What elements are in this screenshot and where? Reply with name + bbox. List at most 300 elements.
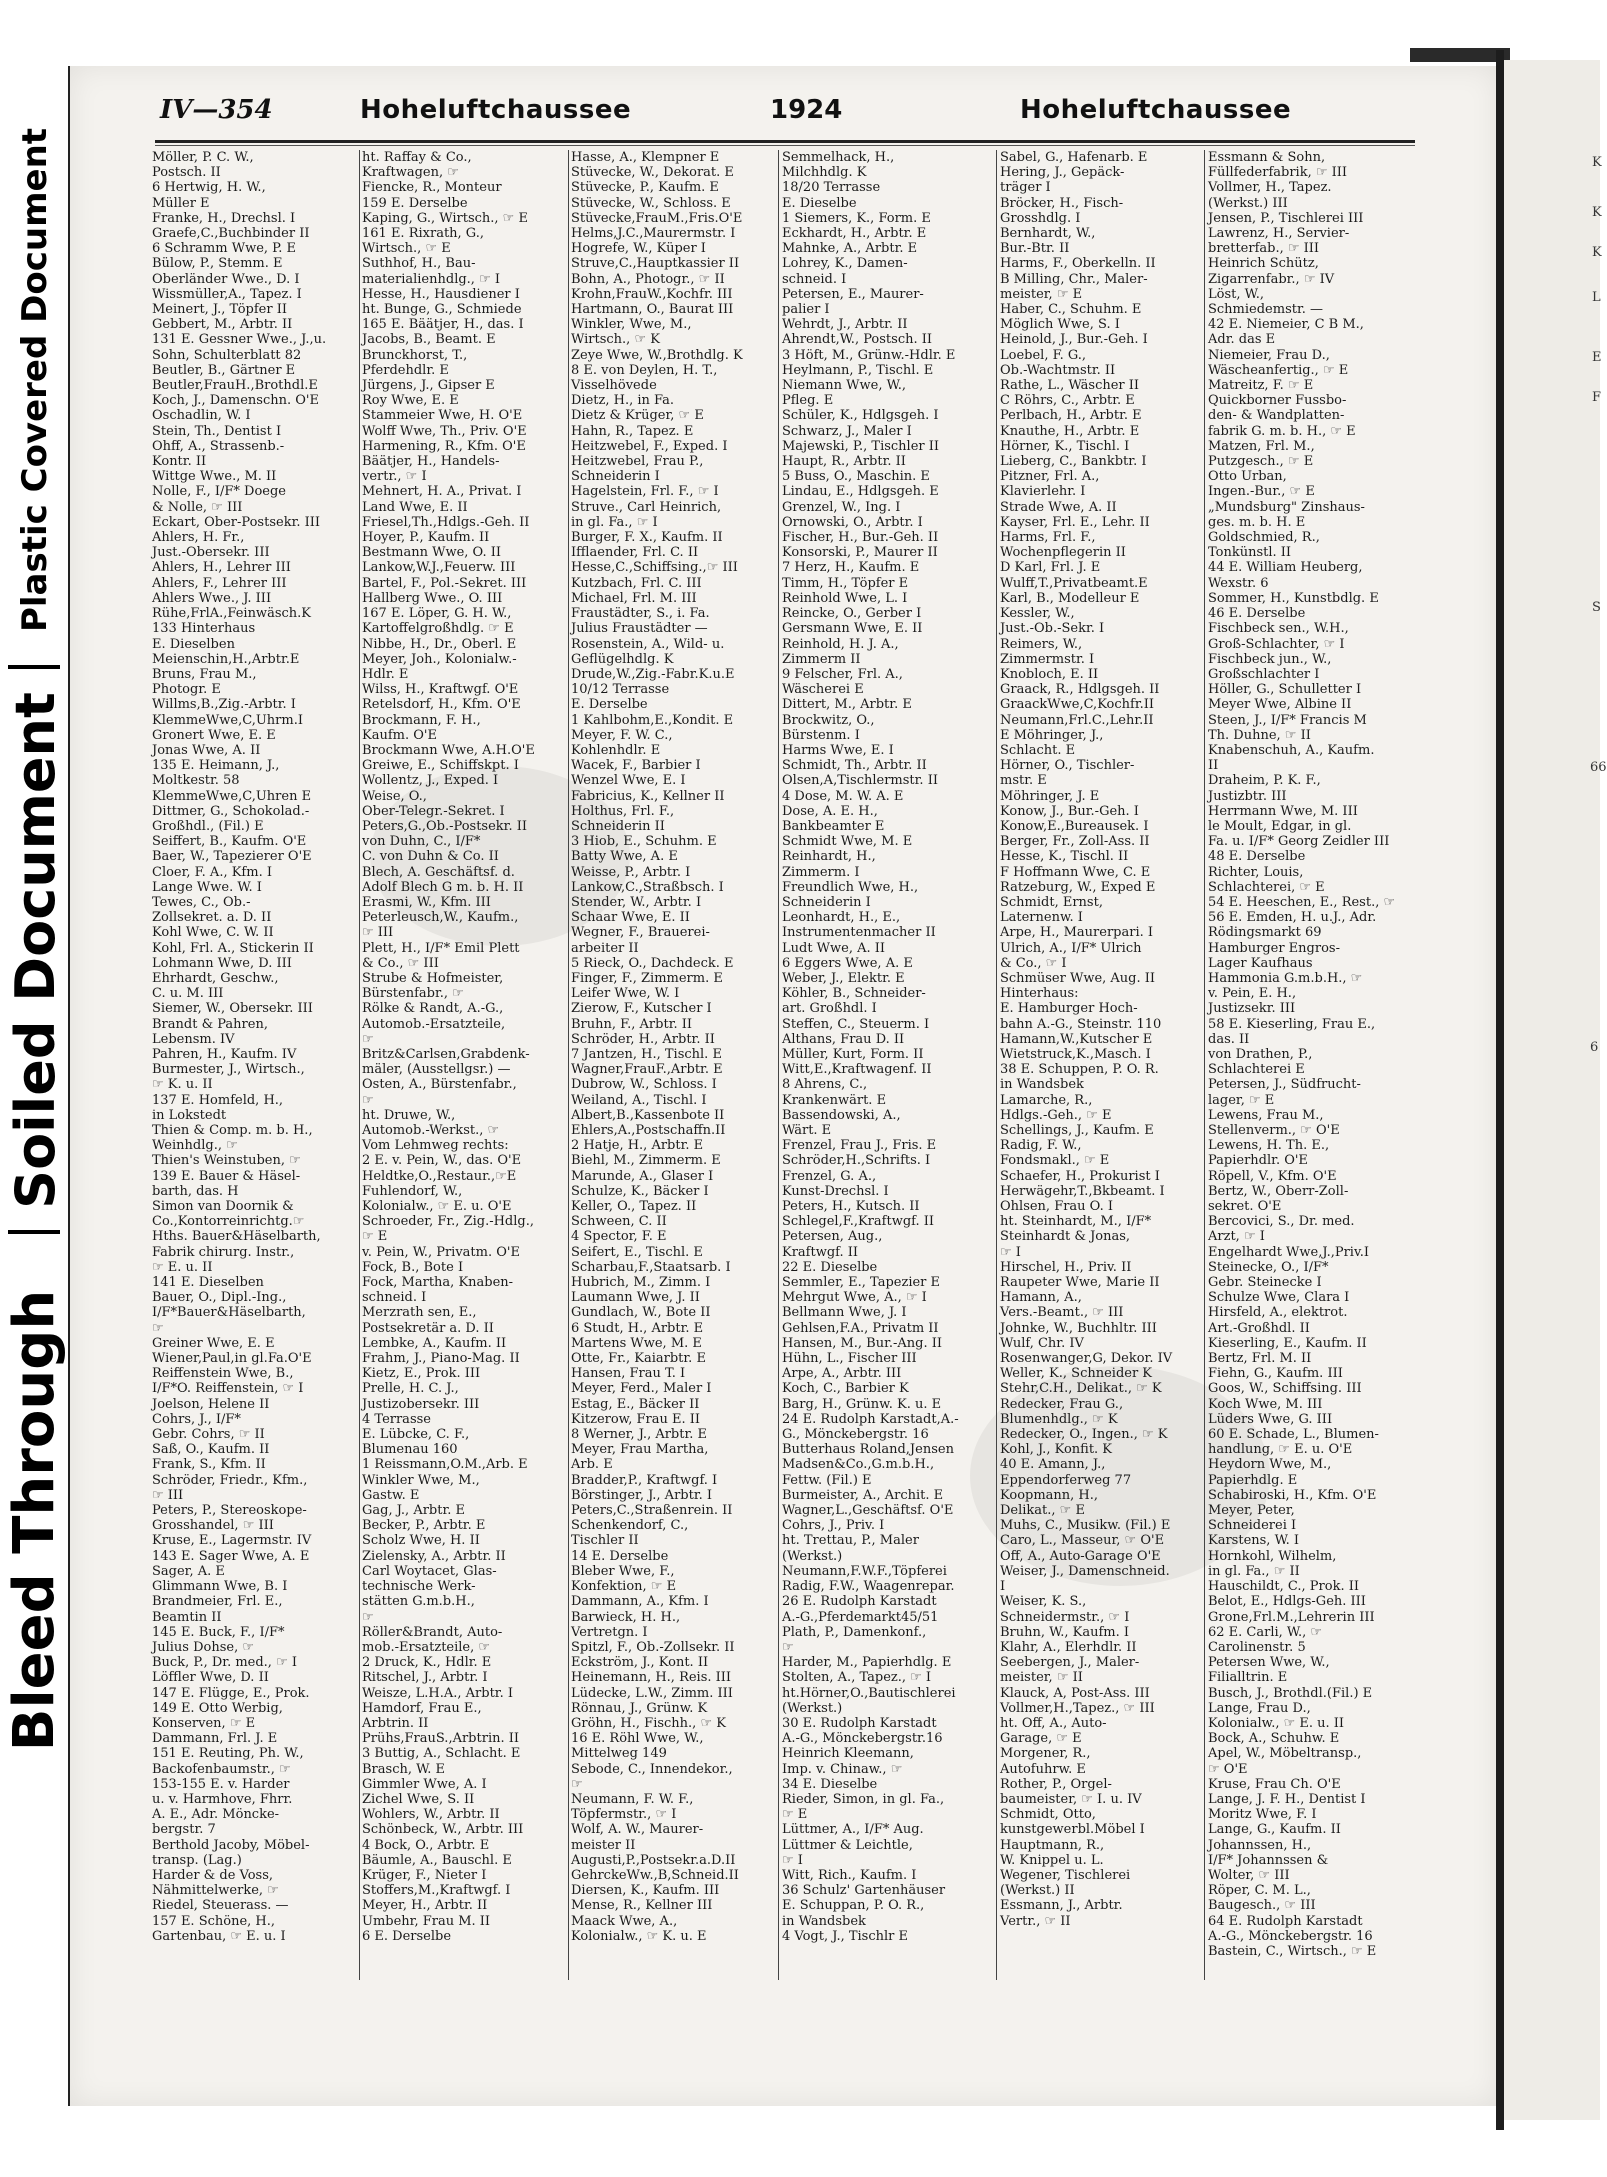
- directory-entry-line: Kieserling, E., Kaufm. II: [1208, 1335, 1367, 1351]
- directory-entry-line: Hauptmann, R.,: [1000, 1837, 1105, 1853]
- directory-entry-line: GraackWwe,C,Kochfr.II: [1000, 697, 1155, 713]
- directory-entry-line: Batty Wwe, A. E: [571, 849, 678, 865]
- directory-entry-line: Wagner,FrauF.,Arbtr. E: [571, 1062, 723, 1078]
- directory-entry-line: Justizbtr. III: [1208, 788, 1287, 804]
- directory-entry-line: Bröcker, H., Fisch-: [1000, 195, 1124, 211]
- directory-entry-line: Bernhardt, W.,: [1000, 226, 1096, 242]
- adjacent-fragment: S: [1592, 600, 1601, 615]
- directory-entry-line: Semmler, E., Tapezier E: [782, 1275, 941, 1291]
- directory-entry-line: Füllfederfabrik, ☞ III: [1208, 165, 1348, 181]
- directory-entry-line: Bohn, A., Photogr., ☞ II: [571, 271, 725, 287]
- plastic-covered-label: Plastic Covered Document: [15, 127, 56, 633]
- directory-entry-line: G., Mönckebergstr. 16: [782, 1427, 929, 1443]
- directory-entry-line: Heinrich Schütz,: [1208, 256, 1319, 272]
- directory-entry-line: Klauck, A, Post-Ass. III: [1000, 1685, 1150, 1701]
- directory-entry-line: Knabenschuh, A., Kaufm.: [1208, 742, 1375, 758]
- directory-entry-line: Eckström, J., Kont. II: [571, 1655, 709, 1671]
- directory-entry-line: 56 E. Emden, H. u.J., Adr.: [1208, 910, 1377, 926]
- directory-entry-line: Quickborner Fussbo-: [1208, 393, 1347, 409]
- directory-entry-line: Delikat., ☞ E: [1000, 1503, 1085, 1519]
- directory-entry-line: Glimmann Wwe, B. I: [152, 1579, 288, 1595]
- directory-entry-line: Arbtrin. II: [362, 1715, 429, 1731]
- directory-entry-line: Töpfermstr., ☞ I: [571, 1807, 677, 1823]
- directory-entry-line: in Lokstedt: [152, 1107, 227, 1123]
- book-binding: [1496, 50, 1504, 2130]
- directory-entry-line: Konow, J., Bur.-Geh. I: [1000, 803, 1139, 819]
- directory-entry-line: Brasch, W. E: [362, 1761, 445, 1777]
- directory-entry-line: Niemann Wwe, W.,: [782, 378, 906, 394]
- directory-entry-line: Zeye Wwe, W.,Brothdlg. K: [571, 347, 743, 363]
- directory-entry-line: Reinhardt, H.,: [782, 849, 876, 865]
- directory-entry-line: 4 Bock, O., Arbtr. E: [362, 1837, 490, 1853]
- directory-entry-line: Schaar Wwe, E. II: [571, 910, 690, 926]
- directory-entry-line: Hauschildt, C., Prok. II: [1208, 1579, 1359, 1595]
- directory-entry-line: 10/12 Terrasse: [571, 682, 670, 698]
- directory-entry-line: 36 Schulz' Gartenhäuser: [782, 1883, 946, 1899]
- directory-entry-line: Pitzner, Frl. A.,: [1000, 469, 1100, 485]
- directory-entry-line: Bäätjer, H., Handels-: [362, 454, 500, 470]
- directory-entry-line: Bankbeamter E: [782, 818, 885, 834]
- directory-entry-line: Justizsekr. III: [1208, 1001, 1296, 1017]
- directory-entry-line: Petersen, Aug.,: [782, 1229, 883, 1245]
- directory-entry-line: Dietz & Krüger, ☞ E: [571, 408, 704, 424]
- directory-entry-line: Hasse, A., Klempner E: [571, 150, 720, 165]
- directory-entry-line: Fettw. (Fil.) E: [782, 1472, 872, 1488]
- directory-entry-line: Großhdl., (Fil.) E: [152, 818, 264, 834]
- directory-entry-line: 6 E. Derselbe: [362, 1928, 452, 1944]
- directory-entry-line: Rother, P., Orgel-: [1000, 1776, 1112, 1792]
- directory-entry-line: Mahnke, A., Arbtr. E: [782, 241, 918, 257]
- directory-entry-line: Möhringer, J. E: [1000, 788, 1100, 804]
- directory-entry-line: Meyer, H., Arbtr. II: [362, 1898, 488, 1914]
- directory-entry-line: Beutler, B., Gärtner E: [152, 362, 296, 378]
- directory-entry-line: Löffler Wwe, D. II: [152, 1670, 269, 1686]
- directory-entry-line: Schlachterei, ☞ E: [1208, 879, 1325, 895]
- directory-entry-line: Marunde, A., Glaser I: [571, 1168, 714, 1184]
- directory-entry-line: Heitzwebel, F., Exped. I: [571, 438, 728, 454]
- adjacent-page-edge: [1504, 60, 1607, 2120]
- directory-entry-line: Wittge Wwe., M. II: [152, 469, 277, 485]
- directory-entry-line: Gebr. Steinecke I: [1208, 1275, 1322, 1291]
- directory-entry-line: schneid. I: [362, 1290, 427, 1306]
- directory-entry-line: Matzen, Frl. M.,: [1208, 438, 1315, 454]
- page-number: IV—354: [160, 95, 273, 125]
- directory-entry-line: Koch, J., Damenschn. O'E: [152, 393, 319, 409]
- directory-entry-line: Kohl, J., Konfit. K: [1000, 1442, 1113, 1458]
- directory-entry-line: lager, ☞ E: [1208, 1092, 1275, 1108]
- directory-entry-line: Rönnau, J., Grünw. K: [571, 1700, 708, 1716]
- directory-entry-line: Kolonialw., ☞ E. u. O'E: [362, 1199, 512, 1215]
- directory-entry-line: Dittert, M., Arbtr. E: [782, 697, 912, 713]
- directory-entry-line: Co.,Kontorreinrichtg.☞: [152, 1214, 305, 1230]
- directory-entry-line: sekret. O'E: [1208, 1199, 1282, 1215]
- directory-entry-line: Lawrenz, H., Servier-: [1208, 226, 1350, 242]
- directory-entry-line: Schröder,H.,Schrifts. I: [782, 1153, 931, 1169]
- directory-entry-line: 3 Hiob, E., Schuhm. E: [571, 834, 717, 850]
- directory-entry-line: Gartenbau, ☞ E. u. I: [152, 1928, 286, 1944]
- directory-entry-line: Hirschel, H., Priv. II: [1000, 1259, 1132, 1275]
- directory-entry-line: 9 Felscher, Frl. A.,: [782, 666, 903, 682]
- directory-entry-line: Riedel, Steuerass. —: [152, 1898, 289, 1914]
- directory-entry-line: 54 E. Heeschen, E., Rest., ☞: [1208, 894, 1396, 910]
- directory-entry-line: Lankow,W.J.,Feuerw. III: [362, 560, 516, 576]
- directory-entry-line: Loebel, F. G.,: [1000, 347, 1087, 363]
- directory-entry-line: Helms,J.C.,Maurermstr. I: [571, 226, 736, 242]
- directory-entry-line: Moltkestr. 58: [152, 773, 240, 789]
- running-title-right: Hoheluftchaussee: [1020, 95, 1292, 125]
- directory-entry-line: Saß, O., Kaufm. II: [152, 1442, 270, 1458]
- directory-entry-line: Schneiderin II: [571, 818, 665, 834]
- directory-entry-line: Fabricius, K., Kellner II: [571, 788, 725, 804]
- directory-entry-line: Brockmann, F. H.,: [362, 712, 481, 728]
- directory-entry-line: Eppendorferweg 77: [1000, 1472, 1132, 1488]
- directory-entry-line: Fischbeck sen., W.H.,: [1208, 621, 1349, 637]
- directory-entry-line: Erasmi, W., Kfm. III: [362, 894, 491, 910]
- directory-entry-line: Ohff, A., Strassenb.-: [152, 438, 285, 454]
- directory-entry-line: Peters,C.,Straßenrein. II: [571, 1503, 733, 1519]
- directory-entry-line: Stolten, A., Tapez., ☞ I: [782, 1670, 932, 1686]
- directory-entry-line: Schween, C. II: [571, 1214, 667, 1230]
- directory-entry-line: Beutler,FrauH.,Brothdl.E: [152, 378, 318, 394]
- directory-entry-line: Lüdecke, L.W., Zimm. III: [571, 1685, 733, 1701]
- directory-entry-line: Weisse, P., Arbtr. I: [571, 864, 691, 880]
- directory-entry-line: stätten G.m.b.H.,: [362, 1594, 475, 1610]
- directory-entry-line: 145 E. Buck, F., I/F*: [152, 1624, 285, 1640]
- directory-entry-line: Althans, Frau D. II: [782, 1031, 905, 1047]
- column-6: [1208, 150, 1413, 1980]
- directory-entry-line: Bülow, P., Stemm. E: [152, 256, 283, 272]
- label-separator: [8, 665, 60, 669]
- directory-entry-line: Merzrath sen, E.,: [362, 1305, 477, 1321]
- directory-entry-line: 139 E. Bauer & Häsel-: [152, 1168, 301, 1184]
- directory-entry-line: Art.-Großhdl. II: [1208, 1320, 1310, 1336]
- directory-entry-line: Leonhardt, H., E.,: [782, 910, 901, 926]
- directory-entry-line: Hdlgs.-Geh., ☞ E: [1000, 1107, 1112, 1123]
- directory-entry-line: 3 Höft, M., Grünw.-Hdlr. E: [782, 347, 956, 363]
- directory-entry-line: Seifert, E., Tischl. E: [571, 1244, 703, 1260]
- directory-entry-line: Reimers, W.,: [1000, 636, 1083, 652]
- directory-entry-line: Weinhdlg., ☞: [152, 1138, 238, 1154]
- directory-entry-line: Oberländer Wwe., D. I: [152, 271, 300, 287]
- directory-entry-line: Müller E: [152, 195, 210, 211]
- directory-entry-line: transp. (Lag.): [152, 1852, 242, 1868]
- directory-entry-line: Bruhn, F., Arbtr. II: [571, 1016, 693, 1032]
- directory-entry-line: Ulrich, A., I/F* Ulrich: [1000, 940, 1142, 956]
- directory-entry-line: Wolter, ☞ III: [1208, 1867, 1290, 1883]
- directory-entry-line: Jonas Wwe, A. II: [152, 742, 261, 758]
- directory-entry-line: ht. Druwe, W.,: [362, 1107, 456, 1123]
- directory-entry-line: 165 E. Bäätjer, H., das. I: [362, 317, 524, 333]
- directory-entry-line: Bock, A., Schuhw. E: [1208, 1731, 1340, 1747]
- directory-entry-line: Schmidt, Th., Arbtr. II: [782, 758, 927, 774]
- directory-entry-line: Radig, F.W., Waagenrepar.: [782, 1579, 955, 1595]
- directory-entry-line: „Mundsburg" Zinshaus-: [1208, 499, 1365, 515]
- directory-entry-line: Becker, P., Arbtr. E: [362, 1518, 486, 1534]
- directory-entry-line: 46 E. Derselbe: [1208, 606, 1306, 622]
- running-title-left: Hoheluftchaussee: [360, 95, 632, 125]
- directory-entry-line: Schabiroski, H., Kfm. O'E: [1208, 1487, 1377, 1503]
- directory-entry-line: Automob.-Werkst., ☞: [362, 1123, 500, 1138]
- directory-entry-line: Rödingsmarkt 69: [1208, 925, 1322, 941]
- directory-entry-line: Grosshdlg. I: [1000, 210, 1081, 226]
- directory-entry-line: Baugesch., ☞ III: [1208, 1898, 1316, 1914]
- directory-entry-line: Garage, ☞ E: [1000, 1731, 1082, 1747]
- directory-entry-line: 64 E. Rudolph Karstadt: [1208, 1913, 1363, 1929]
- directory-entry-line: Schneiderin I: [571, 469, 660, 485]
- directory-entry-line: Stammeier Wwe, H. O'E: [362, 408, 523, 424]
- directory-entry-line: Heldtke,O.,Restaur.,☞E: [362, 1168, 517, 1184]
- directory-entry-line: Wäscherei E: [782, 682, 864, 698]
- directory-entry-line: Fischbeck jun., W.,: [1208, 651, 1332, 667]
- directory-entry-line: Hamann, A.,: [1000, 1290, 1082, 1306]
- directory-entry-line: 22 E. Dieselbe: [782, 1259, 878, 1275]
- directory-entry-line: Putzgesch., ☞ E: [1208, 454, 1314, 470]
- directory-entry-line: Matreitz, F. ☞ E: [1208, 378, 1314, 394]
- directory-entry-line: Meyer, Frau Martha,: [571, 1442, 709, 1458]
- directory-entry-line: kunstgewerbl.Möbel I: [1000, 1822, 1145, 1838]
- directory-entry-line: Kaping, G., Wirtsch., ☞ E: [362, 210, 528, 226]
- directory-entry-line: Heinrich Kleemann,: [782, 1746, 914, 1762]
- directory-entry-line: Gehlsen,F.A., Privatm II: [782, 1320, 939, 1336]
- directory-entry-line: Krüger, F., Nieter I: [362, 1867, 487, 1883]
- directory-entry-line: Fa. u. I/F* Georg Zeidler III: [1208, 834, 1390, 850]
- directory-entry-line: mstr. E: [1000, 773, 1047, 789]
- bleed-through-label: Bleed Through: [2, 1289, 68, 1751]
- directory-entry-line: 42 E. Niemeier, C B M.,: [1208, 317, 1364, 333]
- directory-entry-line: Zimmerm II: [782, 651, 861, 667]
- year: 1924: [770, 95, 843, 125]
- directory-entry-line: Land Wwe, E. II: [362, 499, 468, 515]
- directory-entry-line: Graefe,C.,Buchbinder II: [152, 226, 310, 242]
- directory-entry-line: Wegner, F., Brauerei-: [571, 925, 710, 941]
- directory-entry-line: Wochenpflegerin II: [1000, 545, 1126, 561]
- directory-entry-line: 4 Spector, F. E: [571, 1229, 667, 1245]
- directory-entry-line: Holthus, Frl. F.,: [571, 803, 675, 819]
- directory-entry-line: Ehrhardt, Geschw.,: [152, 970, 279, 986]
- directory-entry-line: Mittelweg 149: [571, 1746, 667, 1762]
- directory-entry-line: 2 E. v. Pein, W., das. O'E: [362, 1153, 522, 1169]
- directory-entry-line: Nibbe, H., Dr., Oberl. E: [362, 636, 517, 652]
- directory-entry-line: Haber, C., Schuhm. E: [1000, 302, 1142, 318]
- directory-entry-line: Otte, Fr., Kaiarbtr. E: [571, 1351, 706, 1367]
- directory-entry-line: baumeister, ☞ I. u. IV: [1000, 1791, 1142, 1807]
- directory-entry-line: Reincke, O., Gerber I: [782, 606, 922, 622]
- directory-entry-line: Goldschmied, R.,: [1208, 530, 1320, 546]
- directory-entry-line: Wenzel Wwe, E. I: [571, 773, 686, 789]
- directory-entry-line: le Moult, Edgar, in gl.: [1208, 818, 1352, 834]
- directory-entry-line: Schmiedemstr. —: [1208, 302, 1324, 318]
- directory-entry-line: Mehnert, H. A., Privat. I: [362, 484, 522, 500]
- directory-entry-line: ☞: [571, 1776, 583, 1792]
- directory-entry-line: Kietz, E., Prok. III: [362, 1366, 481, 1382]
- directory-entry-line: 2 Druck, K., Hdlr. E: [362, 1655, 492, 1671]
- directory-entry-line: I/F*Bauer&Häselbarth,: [152, 1305, 306, 1321]
- directory-entry-line: Eckhardt, H., Arbtr. E: [782, 226, 927, 242]
- directory-entry-line: in gl. Fa., ☞ II: [1208, 1563, 1300, 1579]
- directory-entry-line: Schmidt, Otto,: [1000, 1807, 1096, 1823]
- directory-entry-line: 58 E. Kieserling, Frau E.,: [1208, 1016, 1376, 1032]
- directory-entry-line: mob.-Ersatzteile, ☞: [362, 1639, 491, 1655]
- directory-entry-line: u. v. Harmhove, Fhrr.: [152, 1791, 293, 1807]
- directory-entry-line: Hirsfeld, A., elektrot.: [1208, 1305, 1348, 1321]
- directory-entry-line: Börstinger, J., Arbtr. I: [571, 1487, 713, 1503]
- directory-entry-line: ges. m. b. H. E: [1208, 514, 1306, 530]
- directory-entry-line: Buck, P., Dr. med., ☞ I: [152, 1655, 297, 1671]
- directory-entry-line: Fiehn, G., Kaufm. III: [1208, 1366, 1343, 1382]
- directory-entry-line: Hörner, O., Tischler-: [1000, 758, 1135, 774]
- directory-entry-line: Nolle, F., I/F* Doege: [152, 484, 286, 500]
- directory-entry-line: KlemmeWwe,C,Uhrm.I: [152, 712, 303, 728]
- directory-entry-line: v. Pein, W., Privatm. O'E: [362, 1244, 520, 1260]
- directory-entry-line: Konfektion, ☞ E: [571, 1579, 677, 1595]
- directory-entry-line: Instrumentenmacher II: [782, 925, 936, 941]
- directory-entry-line: Strube & Hofmeister,: [362, 970, 504, 986]
- directory-entry-line: 62 E. Carli, W., ☞: [1208, 1624, 1323, 1640]
- directory-entry-line: Vertretgn. I: [571, 1624, 648, 1640]
- directory-entry-line: 149 E. Otto Werbig,: [152, 1700, 283, 1716]
- directory-entry-line: Lange, G., Kaufm. II: [1208, 1822, 1341, 1838]
- directory-entry-line: ☞: [152, 1320, 164, 1336]
- directory-entry-line: E. Dieselbe: [782, 195, 857, 211]
- directory-entry-line: Peters,G.,Ob.-Postsekr. II: [362, 818, 527, 834]
- directory-entry-line: Bauer, O., Dipl.-Ing.,: [152, 1290, 287, 1306]
- directory-entry-line: Dammann, A., Kfm. I: [571, 1594, 709, 1610]
- directory-entry-line: 141 E. Dieselben: [152, 1275, 264, 1291]
- directory-entry-line: Arb. E: [571, 1457, 613, 1473]
- directory-entry-line: 6 Hertwig, H. W.,: [152, 180, 266, 196]
- directory-entry-line: Seiffert, B., Kaufm. O'E: [152, 834, 307, 850]
- directory-entry-line: GehrckeWw.,B,Schneid.II: [571, 1867, 739, 1883]
- directory-entry-line: Burger, F. X., Kaufm. II: [571, 530, 723, 546]
- directory-entry-line: Harms Wwe, E. I: [782, 742, 894, 758]
- directory-entry-line: 4 Dose, M. W. A. E: [782, 788, 904, 804]
- directory-entry-line: Ehlers,A.,Postschaffn.II: [571, 1123, 726, 1138]
- directory-entry-line: Harms, F., Oberkelln. II: [1000, 256, 1156, 272]
- directory-entry-line: Steen, J., I/F* Francis M: [1208, 712, 1367, 728]
- directory-entry-line: E Möhringer, J.,: [1000, 727, 1104, 743]
- directory-entry-line: Zigarrenfabr., ☞ IV: [1208, 271, 1335, 287]
- directory-entry-line: materialienhdlg., ☞ I: [362, 271, 500, 287]
- directory-entry-line: Peters, H., Kutsch. II: [782, 1199, 920, 1215]
- directory-entry-line: 34 E. Dieselbe: [782, 1776, 878, 1792]
- directory-entry-line: Hdlr. E: [362, 666, 409, 682]
- directory-entry-line: Lange Wwe. W. I: [152, 879, 262, 895]
- directory-entry-line: Caro, L., Masseur, ☞ O'E: [1000, 1533, 1165, 1549]
- column-divider: [778, 150, 779, 1980]
- directory-entry-line: Winkler Wwe, M.,: [362, 1472, 480, 1488]
- directory-entry-line: Stüvecke, P., Kaufm. E: [571, 180, 719, 196]
- directory-entry-line: Brockwitz, O.,: [782, 712, 875, 728]
- directory-entry-line: II: [1208, 758, 1219, 774]
- directory-entry-line: 24 E. Rudolph Karstadt,A.-: [782, 1411, 959, 1427]
- directory-entry-line: Meinert, J., Töpfer II: [152, 302, 287, 318]
- directory-entry-line: Röper, C. M. L.,: [1208, 1883, 1311, 1899]
- directory-entry-line: Ahlers, H., Lehrer III: [152, 560, 291, 576]
- directory-entry-line: Strade Wwe, A. II: [1000, 499, 1117, 515]
- directory-entry-line: 135 E. Heimann, J.,: [152, 758, 280, 774]
- column-1: [152, 150, 357, 1980]
- directory-entry-line: Blumenau 160: [362, 1442, 458, 1458]
- directory-entry-line: Bruhn, W., Kaufm. I: [1000, 1624, 1130, 1640]
- directory-entry-line: Johnke, W., Buchhltr. III: [1000, 1320, 1157, 1336]
- directory-entry-line: Mense, R., Kellner III: [571, 1898, 713, 1914]
- directory-entry-line: Dittmer, G., Schokolad.-: [152, 803, 310, 819]
- directory-entry-line: Schaefer, H., Prokurist I: [1000, 1168, 1160, 1184]
- directory-entry-line: Redecker, Frau G.,: [1000, 1396, 1124, 1412]
- directory-entry-line: ht.Hörner,O.,Bautischlerei: [782, 1685, 956, 1701]
- adjacent-fragment: E: [1592, 350, 1602, 365]
- directory-entry-line: Prühs,FrauS.,Arbtrin. II: [362, 1731, 520, 1747]
- directory-entry-line: Schmüser Wwe, Aug. II: [1000, 970, 1156, 986]
- directory-entry-line: handlung, ☞ E. u. O'E: [1208, 1442, 1353, 1458]
- directory-entry-line: Gröhn, H., Fischh., ☞ K: [571, 1715, 726, 1731]
- directory-entry-line: Gersmann Wwe, E. II: [782, 621, 923, 637]
- directory-entry-line: Berthold Jacoby, Möbel-: [152, 1837, 310, 1853]
- directory-entry-line: Konserven, ☞ E: [152, 1715, 256, 1731]
- directory-entry-line: Schüler, K., Hdlgsgeh. I: [782, 408, 939, 424]
- directory-entry-line: Adr. das E: [1208, 332, 1276, 348]
- directory-entry-line: Bürstenm. I: [782, 727, 860, 743]
- directory-entry-line: Struve,C.,Hauptkassier II: [571, 256, 740, 272]
- directory-entry-line: Schröder, Friedr., Kfm.,: [152, 1472, 308, 1488]
- directory-entry-line: Weiland, A., Tischl. I: [571, 1092, 707, 1108]
- directory-entry-line: Hoyer, P., Kaufm. II: [362, 530, 490, 546]
- directory-entry-line: Möller, P. C. W.,: [152, 150, 254, 165]
- label-separator: [8, 1230, 60, 1234]
- directory-entry-line: Kraftwgf. II: [782, 1244, 859, 1260]
- directory-entry-line: Freundlich Wwe, H.,: [782, 879, 919, 895]
- directory-entry-line: Drude,W.,Zig.-Fabr.K.u.E: [571, 666, 735, 682]
- directory-entry-line: Lohrey, K., Damen-: [782, 256, 908, 272]
- directory-entry-line: Ahlers, H. Fr.,: [152, 530, 245, 546]
- directory-entry-line: Ahlers Wwe., J. III: [152, 590, 272, 606]
- directory-entry-line: Stellenverm., ☞ O'E: [1208, 1123, 1340, 1138]
- directory-entry-line: Hubrich, M., Zimm. I: [571, 1275, 711, 1291]
- directory-entry-line: meister, ☞ II: [1000, 1670, 1083, 1686]
- directory-entry-line: Konow,E.,Bureausek. I: [1000, 818, 1149, 834]
- directory-entry-line: E. Dieselben: [152, 636, 235, 652]
- directory-entry-line: Zimmerm. I: [782, 864, 860, 880]
- directory-entry-line: Kitzerow, Frau E. II: [571, 1411, 701, 1427]
- directory-entry-line: ☞: [782, 1639, 794, 1655]
- directory-entry-line: 1 Kahlbohm,E.,Kondit. E: [571, 712, 734, 728]
- directory-entry-line: Rathe, L., Wäscher II: [1000, 378, 1140, 394]
- directory-entry-line: 4 Terrasse: [362, 1411, 431, 1427]
- directory-entry-line: Imp. v. Chinaw., ☞: [782, 1761, 903, 1777]
- directory-entry-line: Goos, W., Schiffsing. III: [1208, 1381, 1362, 1397]
- directory-entry-line: Fondsmakl., ☞ E: [1000, 1153, 1110, 1169]
- directory-entry-line: Engelhardt Wwe,J.,Priv.I: [1208, 1244, 1370, 1260]
- directory-entry-line: Dammann, Frl. J. E: [152, 1731, 278, 1747]
- directory-entry-line: Ingen.-Bur., ☞ E: [1208, 484, 1315, 500]
- directory-entry-line: Reinhold, H. J. A.,: [782, 636, 899, 652]
- directory-entry-line: palier I: [782, 302, 830, 318]
- directory-entry-line: Finger, F., Zimmerm. E: [571, 970, 723, 986]
- directory-entry-line: Winkler, Wwe, M.,: [571, 317, 692, 333]
- directory-entry-line: Knauthe, H., Arbtr. E: [1000, 423, 1140, 439]
- directory-entry-line: ☞ III: [362, 925, 394, 941]
- directory-entry-line: Steinhardt & Jonas,: [1000, 1229, 1131, 1245]
- directory-entry-line: C. von Duhn & Co. II: [362, 849, 499, 865]
- soiled-document-label: Soiled Document: [3, 691, 67, 1209]
- directory-entry-line: Kolonialw., ☞ K. u. E: [571, 1928, 707, 1944]
- directory-entry-line: (Werkst.): [782, 1548, 843, 1564]
- directory-entry-line: Kraftwagen, ☞: [362, 165, 459, 181]
- directory-entry-line: Essmann, J., Arbtr.: [1000, 1898, 1123, 1914]
- directory-entry-line: 44 E. William Heuberg,: [1208, 560, 1363, 576]
- directory-entry-line: Diersen, K., Kaufm. III: [571, 1883, 720, 1899]
- directory-entry-line: Stoffers,M.,Kraftwgf. I: [362, 1883, 511, 1899]
